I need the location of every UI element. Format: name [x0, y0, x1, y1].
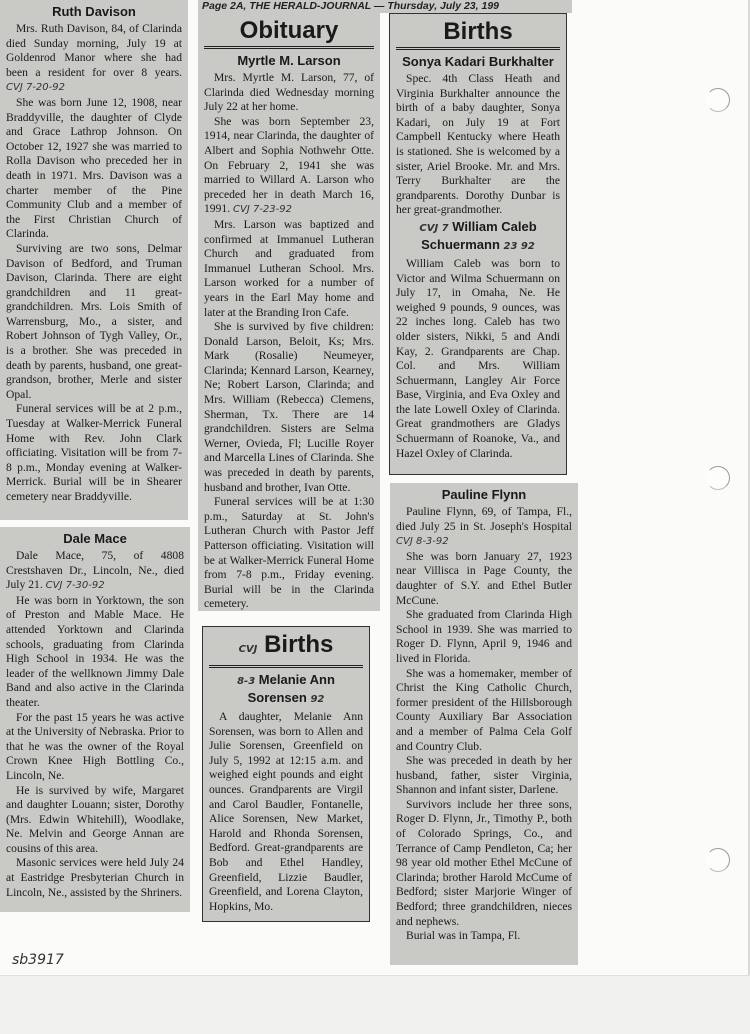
birth-name: 8-3 Melanie Ann Sorensen 92 — [237, 672, 335, 705]
obituary-clipping-flynn — [390, 483, 578, 965]
obituary-paragraph: Masonic services were held July 24 at Eastridge Presbyterian Church in Lincoln, Ne., assisted by the Shriners. — [6, 856, 184, 899]
obituary-paragraph: Burial was in Tampa, Fl. — [406, 929, 521, 943]
birth-name: Sonya Kadari Burkhalter — [402, 54, 554, 69]
handwritten-note: CVJ 7-20-92 — [6, 82, 65, 94]
births-clipping-top — [389, 13, 567, 475]
obituary-paragraph: Funeral services will be at 1:30 p.m., Saturday at St. John's Lutheran Church with Pastor Jeff Patterson officiating. Visitation will be at Walker-Merrick Funeral Home from 7-8 p.m., Friday evening. Burial will be in the Clarinda cemetery. — [204, 495, 374, 611]
obituary-name: Ruth Davison — [52, 4, 136, 19]
section-banner-births: CVJ Births — [209, 630, 363, 668]
handwritten-note: 23 92 — [503, 240, 535, 252]
obituary-clipping-davison — [0, 0, 188, 520]
birth-paragraph: A daughter, Melanie Ann Sorensen, was born to Allen and Julie Sorensen, Greenfield on July 5, 1992 at 12:15 a.m. and weighed eight pounds and eight ounces. Grandparents are Virgil and Carol Baudler, Fontanelle, Alice Sorensen, New Market, Harold and Rhonda Sorensen, Bedford. Great-grandparents are Bob and Ethel Handley, Greenfield, Lizzie Baudler, Greenfield, and Lorena Clayton, Hopkins, Mo. — [209, 710, 363, 913]
obituary-paragraph: She was born January 27, 1923 near Villisca in Page County, the daughter of S.Y. and Ethel Butler McCune. — [396, 549, 572, 607]
page-bottom-margin — [0, 975, 750, 1034]
binder-hole — [706, 848, 730, 872]
obituary-name: Pauline Flynn — [441, 487, 527, 502]
obituary-clipping-larson — [198, 13, 380, 611]
newspaper-masthead: Page 2A, THE HERALD-JOURNAL — Thursday, July 23, 199 — [198, 0, 572, 13]
handwritten-note: CVJ 7 — [419, 222, 449, 234]
births-clipping-bottom — [202, 626, 370, 922]
handwritten-note: CVJ — [238, 644, 258, 655]
handwritten-note: CVJ 7-30-92 — [45, 580, 105, 592]
obituary-paragraph: She was born June 12, 1908, near Braddyville, the daughter of Clyde and Grace Lathrop Johnson. On October 12, 1927 she was married to Rolla Davison who preceded her in death in 1971. Mrs. Davison was a charter member of the Pine Community Club and a member of the First Christian Church of Clarinda. — [6, 95, 182, 241]
obituary-name: Dale Mace — [63, 531, 127, 546]
obituary-paragraph: Surviving are two sons, Delmar Davison of Bedford, and Truman Davison, Clarinda. There are eight grandchildren and 11 great-grandchildren. Mrs. Lois Smith of Warrensburg, Mo., a sister, and Robert Johnson of Tygh Valley, Or., is a brother. She was preceded in death by parents, husband, one great-grandson, brother, Merle and sister Opal. — [6, 241, 182, 401]
obituary-paragraph: He is survived by wife, Margaret and daughter Louann; sister, Dorothy (Mrs. Edwin Whitehill), Woodlake, Ne. Melvin and George Annan are cousins of this area. — [6, 783, 184, 855]
birth-paragraph: Spec. 4th Class Heath and Virginia Burkhalter announce the birth of a baby daughter, Sonya Kadari, on July 19 at Fort Campbell Kentucky where Heath is stationed. She is welcomed by a sister, Ariel Brooke. Mr. and Mrs. Terry Burkhalter are the grandparents. Dorothy Dunbar is her great-grandmother. — [396, 72, 560, 217]
obituary-paragraph: Survivors include her three sons, Roger D. Flynn, Jr., Timothy P., both of Colorado Springs, Co., and Terrance of Camp Pendleton, Ca; her 98 year old mother Ethel McCune of Clarinda; brother Harold McCume of Bedford; sister Marjorie Winger of Bedford; three grandchildren, nieces and nephews. — [396, 797, 572, 928]
obituary-paragraph: She graduated from Clarinda High School in 1939. She was married to Roger D. Flynn, April 9, 1946 and lived in Florida. — [396, 608, 572, 665]
obituary-paragraph: She is survived by five children: Donald Larson, Beloit, Ks; Mrs. Mark (Rosalie) Neumeyer, Clarinda; Kennard Larson, Kearney, Ne; Robert Larson, Clarinda; and Mrs. William (Rebecca) Clemens, Sherman, Tx. There are 14 grandchildren. Sisters are Selma Werner, Ovieda, Fl; Lucille Royer and Marcella Lines of Clarinda. She was preceded in death by parents, husband and brother, Ivan Otte. — [204, 320, 374, 494]
birth-name: CVJ 7 William Caleb Schuermann 23 92 — [419, 218, 537, 252]
obituary-paragraph: She was preceded in death by her husband, father, sister Virginia, Shannon and infant sister, Darlene. — [396, 754, 572, 797]
catalog-number: sb3917 — [12, 952, 64, 968]
obituary-paragraph: She was born September 23, 1914, near Clarinda, the daughter of Albert and Sophia Nothwehr Otte. On February 2, 1941 she was married to Willard A. Larson who preceded her in death March 16, 1991. CVJ 7-23-92 — [204, 114, 374, 216]
obituary-paragraph: Mrs. Myrtle M. Larson, 77, of Clarinda died Wednesday morning July 22 at her home. — [204, 71, 374, 114]
handwritten-note: 92 — [310, 694, 325, 705]
obituary-paragraph: Pauline Flynn, 69, of Tampa, Fl., died July 25 in St. Joseph's Hospital CVJ 8-3-92 — [396, 505, 572, 548]
obituary-paragraph: Mrs. Ruth Davison, 84, of Clarinda died Sunday morning, July 19 at Goldenrod Manor where she had been a resident for over 8 years. CVJ 7-20-92 — [6, 22, 182, 94]
handwritten-note: CVJ 7-23-92 — [233, 204, 292, 216]
handwritten-note: 8-3 — [237, 676, 256, 687]
birth-paragraph: William Caleb was born to Victor and Wilma Schuermann on July 17, in Omaha, Ne. He weighed 9 pounds, 9 ounces, was 22 inches long. Caleb has two older sisters, Nikki, 5 and Andi Kay, 2. Grandparents are Chap. Col. and Mrs. William Schuermann, Langley Air Force Base, Virginia, and Eva Oxley and the late Lowell Oxley of Clarinda. Great grandmothers are Gladys Schuermann of Roanoke, Va., and Hazel Oxley of Clarinda. — [396, 256, 560, 460]
binder-hole — [706, 466, 730, 490]
obituary-paragraph: She was a homemaker, member of Christ the King Catholic Church, former president of the Hillsborough County Auxiliary Bar Association and a member of Palma Cela Golf and Country Club. — [396, 666, 572, 753]
section-banner-births: Births — [396, 17, 560, 50]
obituary-name: Myrtle M. Larson — [237, 53, 341, 68]
obituary-paragraph: He was born in Yorktown, the son of Preston and Mable Mace. He attended Yorktown and Clarinda schools, graduating from Clarinda High School in 1934. He was the leader of the wellknown Jimmy Dale Band and also active in the Clarinda theater. — [6, 593, 184, 709]
obituary-paragraph: For the past 15 years he was active at the University of Nebraska. Prior to that he was the owner of the Royal Crown Knee High Bottling Co., Lincoln, Ne. — [6, 710, 184, 782]
obituary-paragraph: Dale Mace, 75, of 4808 Crestshaven Dr., Lincoln, Ne., died July 21. CVJ 7-30-92 — [6, 549, 184, 592]
handwritten-note: CVJ 8-3-92 — [396, 536, 449, 548]
section-banner-obituary: Obituary — [204, 16, 374, 49]
obituary-paragraph: Funeral services will be at 2 p.m., Tuesday at Walker-Merrick Funeral Home with Rev. John Clark officiating. Visitation will be from 7-8 p.m., Monday evening at Walker-Merrick. Burial will be in Shearer cemetery near Braddyville. — [6, 402, 182, 503]
obituary-paragraph: Mrs. Larson was baptized and confirmed at Immanuel Lutheran Church and graduated from Immanuel Lutheran School. Mrs. Larson worked for a number of years in the Earl May home and later at the Branding Iron Cafe. — [204, 217, 374, 319]
binder-hole — [706, 88, 730, 112]
obituary-clipping-mace — [0, 527, 190, 912]
